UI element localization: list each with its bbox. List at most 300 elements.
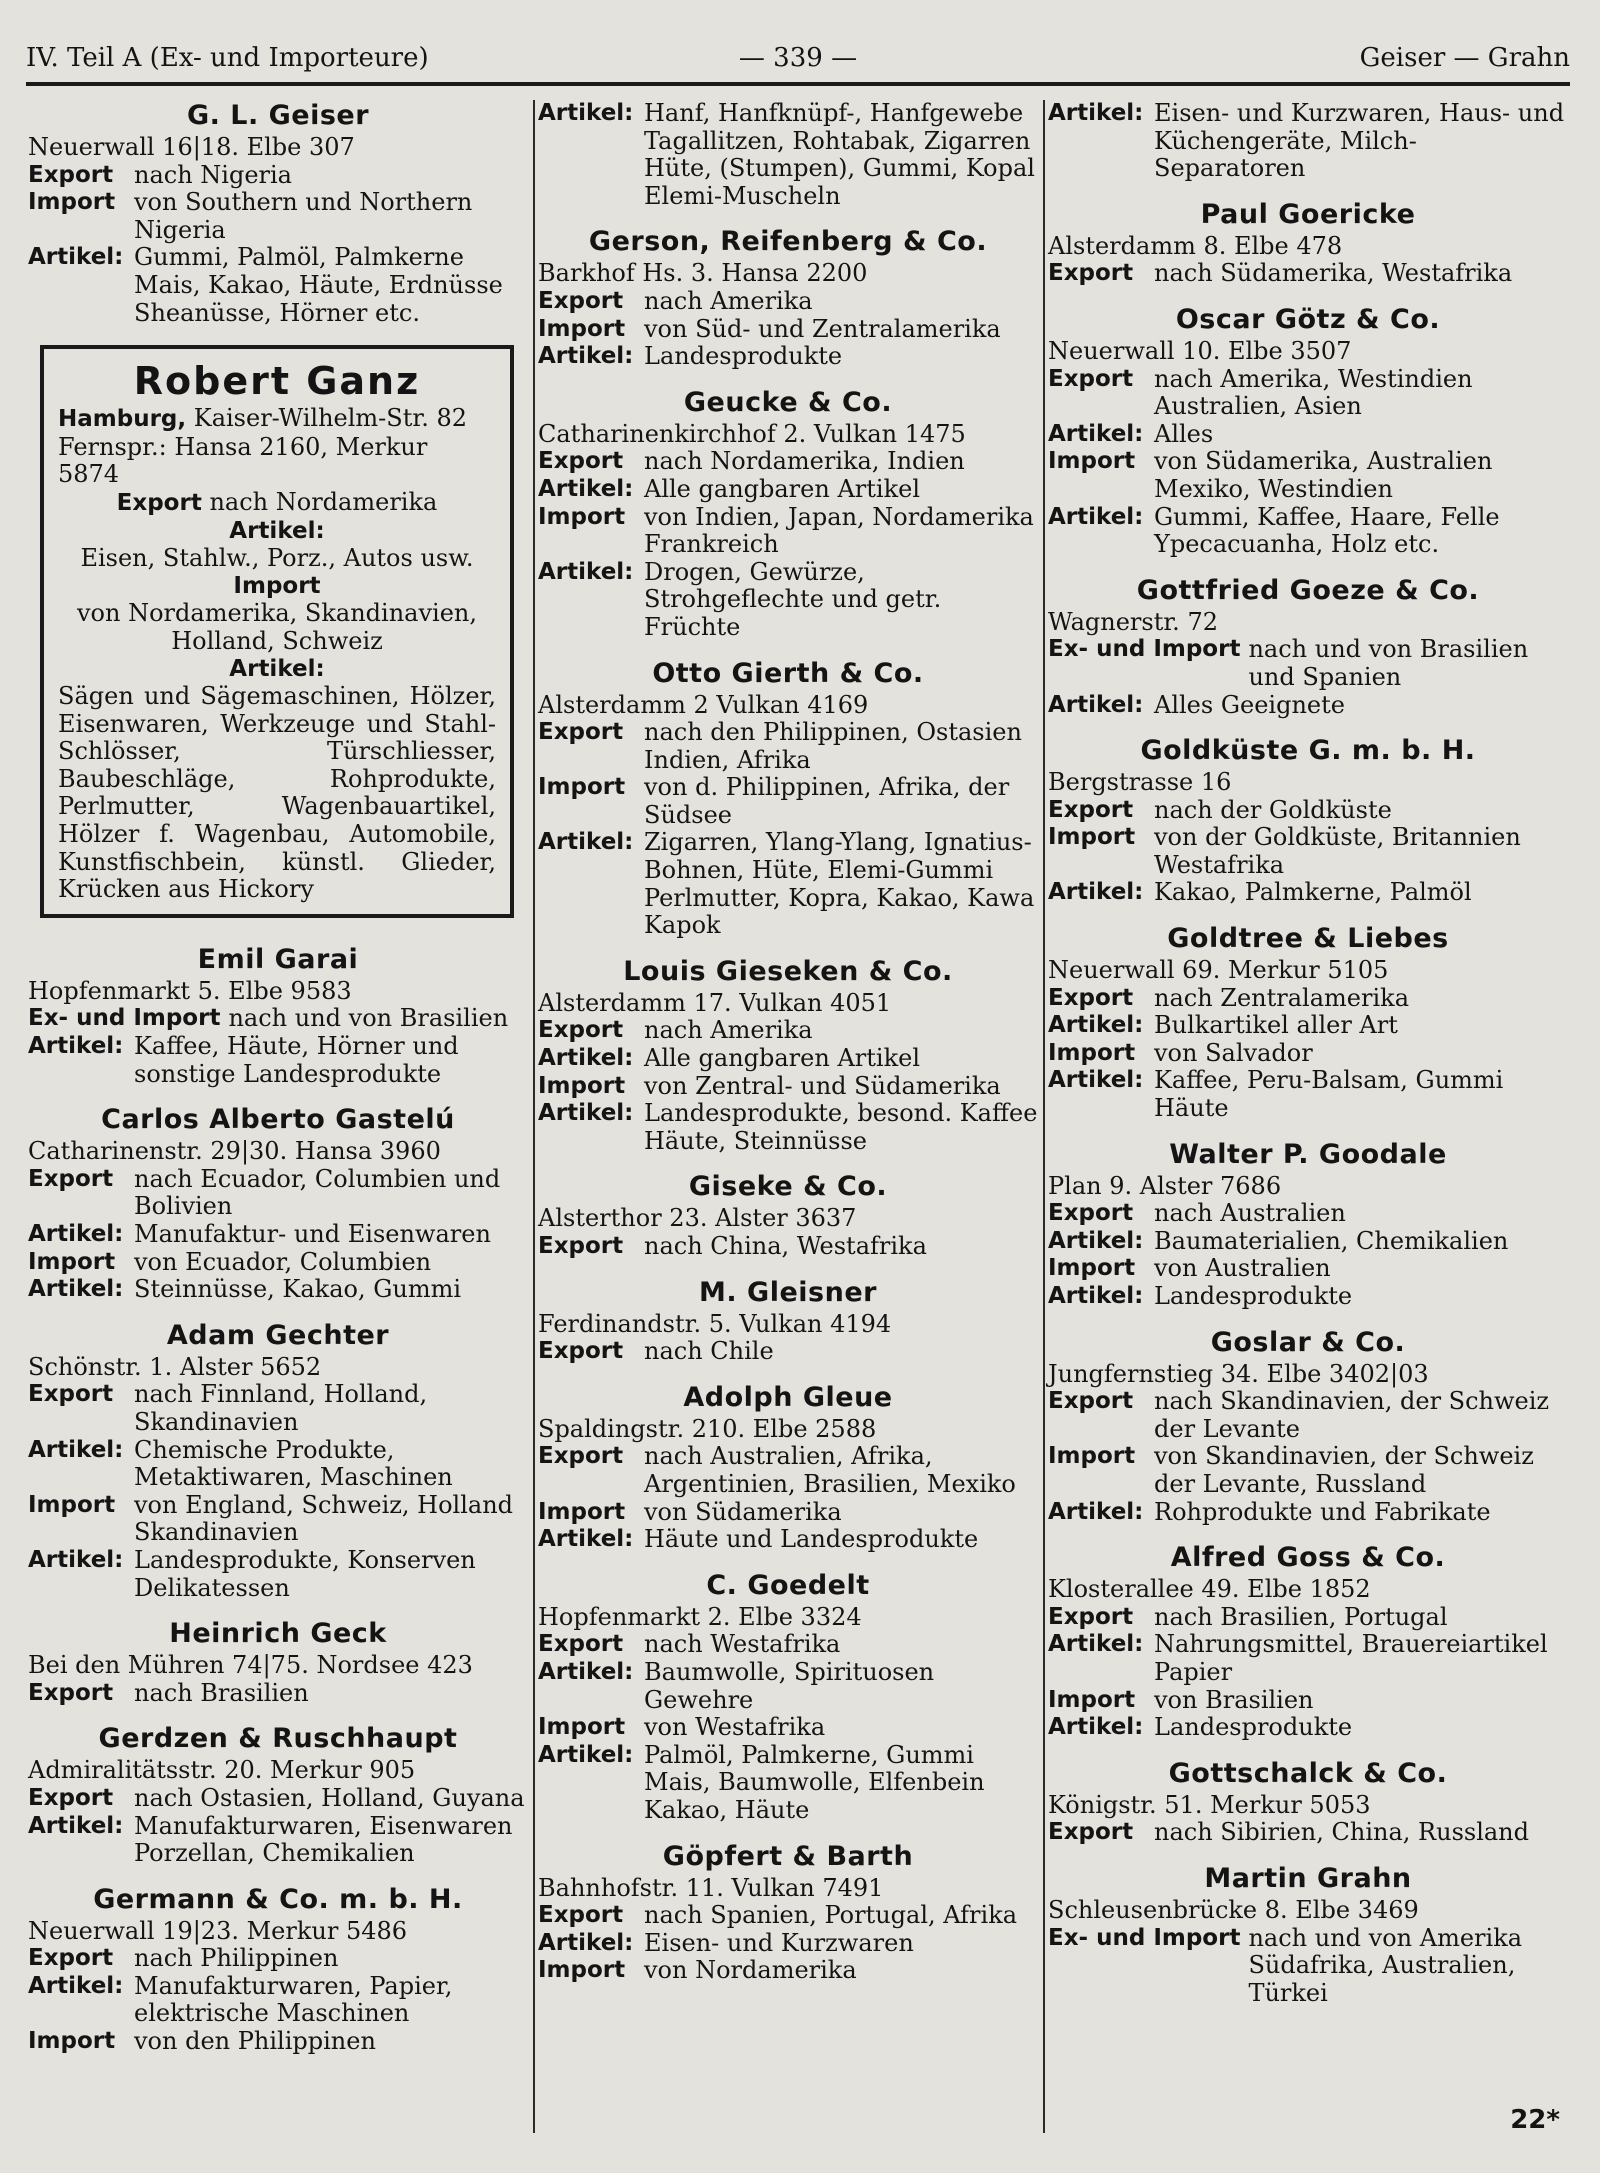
trade-detail: nach Finnland, Holland, Skandinavien <box>134 1380 428 1436</box>
artikel-label: Artikel: <box>538 1929 634 1956</box>
firm-address: Klosterallee 49. Elbe 1852 <box>1048 1575 1371 1604</box>
artikel-label: Artikel: <box>1048 503 1144 530</box>
advertisement-box <box>40 345 514 918</box>
artikel-label: Artikel: <box>1048 1067 1144 1094</box>
firm-entry <box>538 1171 1038 1260</box>
trade-line <box>28 1813 528 1868</box>
firm-name: C. Goedelt <box>706 1569 870 1601</box>
import-label: Import <box>538 503 626 530</box>
trade-detail: Alle gangbaren Artikel <box>644 474 920 503</box>
import-label: Import <box>28 189 116 216</box>
artikel-label: Artikel: <box>28 1812 124 1839</box>
trade-detail: Landesprodukte, besond. Kaffee Häute, Steinnüsse <box>644 1099 1038 1155</box>
trade-line <box>28 1973 528 2028</box>
trade-line <box>28 244 528 327</box>
artikel-label: Artikel: <box>1048 1227 1144 1254</box>
trade-line <box>1048 1925 1568 2008</box>
export-label: Export <box>538 1338 624 1365</box>
ad-export-label: Export <box>116 489 202 516</box>
export-label: Export <box>28 1945 114 1972</box>
ex-und-import-label: Ex- und Import <box>1048 636 1241 663</box>
trade-detail: nach Westafrika <box>644 1630 841 1659</box>
ad-artikel-text: Sägen und Sägemaschinen, Hölzer, Eisenwaren, Werkzeuge und Stahl-Schlösser, Türschliesser, Baubeschläge, Rohprodukte, Perlmutter, Wagenbauartikel, Hölzer f. Wagenbau, Automobile, Kunstfischbein, künstl. Glieder, Krücken aus Hickory <box>58 682 496 904</box>
trade-detail: von Salvador <box>1154 1038 1313 1067</box>
import-label: Import <box>538 1714 626 1741</box>
export-label: Export <box>538 1233 624 1259</box>
artikel-label: Artikel: <box>538 1100 634 1127</box>
firm-entry <box>1048 735 1568 907</box>
trade-line <box>538 1338 1038 1366</box>
trade-line <box>28 1437 528 1492</box>
trade-detail: nach und von Brasilien und Spanien <box>1248 635 1529 691</box>
import-label: Import <box>1048 1039 1136 1066</box>
trade-line <box>1048 448 1568 503</box>
trade-detail: nach Amerika <box>644 1016 813 1045</box>
artikel-label: Artikel: <box>538 100 634 126</box>
trade-line <box>1048 1687 1568 1715</box>
firm-entry <box>28 1104 528 1304</box>
artikel-label: Artikel: <box>1048 1012 1144 1039</box>
artikel-label: Artikel: <box>538 343 634 370</box>
trade-detail: Landesprodukte <box>644 342 843 371</box>
artikel-label: Artikel: <box>28 1436 124 1463</box>
trade-detail: nach Australien, Afrika, Argentinien, Brasilien, Mexiko <box>644 1442 1016 1498</box>
trade-detail: von Zentral- und Südamerika <box>644 1071 1001 1100</box>
artikel-label: Artikel: <box>28 1546 124 1573</box>
trade-line <box>28 1221 528 1249</box>
firm-name: Adolph Gleue <box>683 1381 893 1413</box>
firm-address: Barkhof Hs. 3. Hansa 2200 <box>538 259 868 288</box>
export-label: Export <box>538 287 624 314</box>
artikel-label: Artikel: <box>1048 420 1144 447</box>
export-label: Export <box>1048 796 1134 823</box>
firm-name: Martin Grahn <box>1204 1862 1412 1894</box>
trade-detail: nach Sibirien, China, Russland <box>1154 1818 1529 1847</box>
firm-entry <box>1048 923 1568 1123</box>
artikel-label: Artikel: <box>538 1658 634 1685</box>
trade-detail: Eisen- und Kurzwaren <box>644 1928 914 1957</box>
firm-name: Gerson, Reifenberg & Co. <box>588 226 988 258</box>
trade-detail: Baumwolle, Spirituosen Gewehre <box>644 1657 935 1714</box>
trade-detail: nach Chile <box>644 1337 774 1366</box>
ad-import-label: Import <box>233 572 321 599</box>
trade-detail: nach Brasilien <box>134 1678 309 1707</box>
trade-line <box>1048 1499 1568 1527</box>
ad-import-text: von Nordamerika, Skandinavien, Holland, Schweiz <box>77 599 477 655</box>
firm-address: Spaldingstr. 210. Elbe 2588 <box>538 1414 877 1443</box>
trade-line <box>1048 879 1568 907</box>
export-label: Export <box>1048 260 1134 287</box>
trade-detail: Kakao, Palmkerne, Palmöl <box>1154 878 1472 907</box>
trade-line <box>1048 824 1568 879</box>
firm-entry <box>28 1618 528 1707</box>
export-label: Export <box>28 1679 114 1706</box>
trade-detail: nach Südamerika, Westafrika <box>1154 259 1513 288</box>
trade-line <box>28 162 528 190</box>
ad-export-text: nach Nordamerika <box>209 487 438 516</box>
import-label: Import <box>1048 824 1136 851</box>
import-label: Import <box>538 1498 626 1525</box>
export-label: Export <box>538 1631 624 1658</box>
export-label: Export <box>1048 1200 1134 1227</box>
firm-name: Oscar Götz & Co. <box>1175 303 1441 335</box>
trade-line <box>1048 1228 1568 1256</box>
trade-detail: von Skandinavien, der Schweiz der Levante, Russland <box>1154 1442 1534 1498</box>
export-label: Export <box>538 1902 624 1929</box>
trade-line <box>28 1680 528 1708</box>
column-3 <box>1048 100 1568 2133</box>
column-2 <box>538 100 1038 2133</box>
trade-line <box>1048 636 1568 691</box>
trade-line <box>1048 1443 1568 1498</box>
artikel-label: Artikel: <box>1048 691 1144 718</box>
trade-line <box>538 476 1038 504</box>
artikel-label: Artikel: <box>1048 1714 1144 1741</box>
trade-line <box>1048 260 1568 288</box>
trade-detail: Gummi, Kaffee, Haare, Felle Ypecacuanha, Holz etc. <box>1154 502 1500 559</box>
trade-line <box>28 1033 528 1088</box>
firm-name: Gerdzen & Ruschhaupt <box>98 1723 458 1755</box>
export-label: Export <box>28 1784 114 1811</box>
ad-export <box>58 489 496 518</box>
trade-detail: Hanf, Hanfknüpf-, Hanfgewebe Tagallitzen, Rohtabak, Zigarren Hüte, (Stumpen), Gummi, Kopal Elemi-Muscheln <box>644 99 1035 210</box>
firm-name: Goslar & Co. <box>1210 1326 1406 1358</box>
trade-line <box>1048 1067 1568 1122</box>
trade-detail: Landesprodukte, Konserven Delikatessen <box>134 1545 476 1602</box>
trade-detail: von Südamerika <box>644 1497 842 1526</box>
firm-address: Schleusenbrücke 8. Elbe 3469 <box>1048 1895 1419 1924</box>
trade-line <box>538 1017 1038 1045</box>
trade-detail: Landesprodukte <box>1154 1713 1353 1742</box>
export-label: Export <box>538 448 624 475</box>
firm-entry <box>28 1723 528 1867</box>
column-divider <box>1043 100 1045 2133</box>
firm-name: Göpfert & Barth <box>662 1840 914 1872</box>
trade-detail: nach Ecuador, Columbien und Bolivien <box>134 1164 501 1221</box>
firm-entry <box>538 956 1038 1156</box>
firm-address: Neuerwall 69. Merkur 5105 <box>1048 956 1389 985</box>
trade-detail: von Ecuador, Columbien <box>134 1247 432 1276</box>
ad-address <box>58 405 496 434</box>
firm-address: Alsterdamm 17. Vulkan 4051 <box>538 988 892 1017</box>
trade-line <box>538 719 1038 774</box>
import-label: Import <box>28 1248 116 1275</box>
ad-artikel-text: Eisen, Stahlw., Porz., Autos usw. <box>80 544 474 573</box>
trade-line <box>538 1100 1038 1155</box>
trade-detail: Steinnüsse, Kakao, Gummi <box>134 1275 462 1304</box>
trade-detail: Chemische Produkte, Metaktiwaren, Maschinen <box>134 1435 453 1492</box>
trade-detail: Kaffee, Häute, Hörner und sonstige Landesprodukte <box>134 1032 459 1088</box>
trade-line <box>538 1499 1038 1527</box>
import-label: Import <box>1048 1686 1136 1713</box>
firm-entry <box>1048 1758 1568 1847</box>
trade-detail: nach Philippinen <box>134 1944 339 1973</box>
firm-name: Giseke & Co. <box>688 1171 888 1203</box>
firm-entry <box>28 944 528 1088</box>
firm-address: Alsterthor 23. Alster 3637 <box>538 1204 857 1233</box>
trade-detail: nach und von Amerika Südafrika, Australien, Türkei <box>1248 1923 1523 2007</box>
column-divider <box>533 100 535 2133</box>
trade-detail: Manufakturwaren, Papier, elektrische Maschinen <box>134 1971 453 2028</box>
trade-line <box>538 1631 1038 1659</box>
trade-detail: nach Skandinavien, der Schweiz der Levante <box>1154 1387 1550 1443</box>
trade-line <box>1048 797 1568 825</box>
trade-line <box>1048 1040 1568 1068</box>
artikel-label: Artikel: <box>1048 1283 1144 1309</box>
trade-detail: Eisen- und Kurzwaren, Haus- und Küchengeräte, Milch-Separatoren <box>1154 99 1565 183</box>
firm-name: Louis Gieseken & Co. <box>623 955 953 987</box>
firm-address: Schönstr. 1. Alster 5652 <box>28 1352 322 1381</box>
firm-name: Paul Goericke <box>1200 198 1416 230</box>
trade-line <box>1048 1604 1568 1632</box>
firm-name: Germann & Co. m. b. H. <box>93 1883 463 1915</box>
trade-line <box>28 1276 528 1304</box>
firm-entry <box>1048 199 1568 288</box>
firm-address: Wagnerstr. 72 <box>1048 607 1218 636</box>
export-label: Export <box>538 719 624 746</box>
trade-line <box>28 1945 528 1973</box>
firm-name: Walter P. Goodale <box>1169 1138 1447 1170</box>
artikel-label: Artikel: <box>28 1972 124 1999</box>
firm-name: G. L. Geiser <box>186 100 370 131</box>
trade-line <box>538 343 1038 371</box>
import-label: Import <box>538 1072 626 1099</box>
firm-address: Hopfenmarkt 2. Elbe 3324 <box>538 1602 862 1631</box>
firm-address: Königstr. 51. Merkur 5053 <box>1048 1790 1371 1819</box>
trade-line <box>538 1659 1038 1714</box>
trade-detail: nach Ostasien, Holland, Guyana <box>134 1783 525 1812</box>
trade-line <box>538 1902 1038 1930</box>
trade-detail: von Süd- und Zentralamerika <box>644 314 1001 343</box>
firm-name: Goldtree & Liebes <box>1167 923 1449 955</box>
trade-detail: Nahrungsmittel, Brauereiartikel Papier <box>1154 1630 1548 1686</box>
trade-detail: von Southern und Northern Nigeria <box>134 188 473 244</box>
firm-address: Admiralitätsstr. 20. Merkur 905 <box>28 1756 416 1785</box>
trade-line <box>538 1526 1038 1554</box>
trade-line <box>28 1249 528 1277</box>
firm-entry <box>1048 1542 1568 1742</box>
firm-address: Plan 9. Alster 7686 <box>1048 1171 1282 1200</box>
trade-detail: von England, Schweiz, Holland Skandinavien <box>134 1490 514 1547</box>
trade-detail: nach Nigeria <box>134 160 292 189</box>
trade-detail: von d. Philippinen, Afrika, der Südsee <box>644 773 1010 829</box>
trade-detail: von Südamerika, Australien Mexiko, Westindien <box>1154 447 1493 503</box>
trade-line <box>538 1714 1038 1742</box>
trade-line <box>1048 1255 1568 1283</box>
trade-detail: nach Spanien, Portugal, Afrika <box>644 1901 1018 1930</box>
trade-line <box>28 2028 528 2056</box>
firm-name: Gottschalck & Co. <box>1168 1757 1448 1789</box>
export-label: Export <box>28 1381 114 1408</box>
trade-line <box>1048 985 1568 1013</box>
firm-entry <box>28 1884 528 2056</box>
ad-city: Hamburg, <box>58 406 187 433</box>
export-label: Export <box>1048 1819 1134 1846</box>
trade-detail: Bulkartikel aller Art <box>1154 1011 1398 1040</box>
trade-detail: Alle gangbaren Artikel <box>644 1044 920 1073</box>
trade-line <box>538 1742 1038 1825</box>
import-label: Import <box>1048 1255 1136 1282</box>
firm-address: Neuerwall 19|23. Merkur 5486 <box>28 1916 408 1945</box>
firm-address: Neuerwall 10. Elbe 3507 <box>1048 336 1352 365</box>
export-label: Export <box>28 161 114 188</box>
firm-name: Alfred Goss & Co. <box>1170 1542 1446 1574</box>
trade-line <box>538 1957 1038 1985</box>
trade-detail: nach Amerika, Westindien Australien, Asien <box>1154 364 1473 421</box>
trade-detail: von der Goldküste, Britannien Westafrika <box>1154 823 1521 879</box>
trade-detail: von Westafrika <box>644 1713 826 1742</box>
trade-line <box>1048 1631 1568 1686</box>
firm-entry <box>1048 304 1568 559</box>
trade-detail: Zigarren, Ylang-Ylang, Ignatius-Bohnen, Hüte, Elemi-Gummi Perlmutter, Kopra, Kakao, Kawa Kapok <box>644 828 1035 940</box>
trade-detail: Kaffee, Peru-Balsam, Gummi Häute <box>1154 1066 1504 1123</box>
trade-line <box>1048 504 1568 559</box>
import-label: Import <box>1048 448 1136 475</box>
trade-line <box>538 559 1038 642</box>
firm-entry <box>1048 1863 1568 2007</box>
trade-detail: nach den Philippinen, Ostasien Indien, Afrika <box>644 718 1022 774</box>
artikel-label: Artikel: <box>538 1526 634 1553</box>
export-label: Export <box>538 1443 624 1470</box>
ad-street: Kaiser-Wilhelm-Str. 82 <box>193 404 467 433</box>
firm-address: Hopfenmarkt 5. Elbe 9583 <box>28 976 352 1005</box>
firm-name: Geucke & Co. <box>683 386 893 418</box>
firm-address: Alsterdamm 8. Elbe 478 <box>1048 231 1343 260</box>
running-header <box>26 36 1570 80</box>
ad-title: Robert Ganz <box>133 359 421 404</box>
artikel-label: Artikel: <box>1048 1631 1144 1658</box>
firm-entry <box>1048 1139 1568 1311</box>
artikel-label: Artikel: <box>538 1045 634 1072</box>
export-label: Export <box>538 1017 624 1044</box>
trade-line <box>538 1073 1038 1101</box>
import-label: Import <box>1048 1443 1136 1470</box>
artikel-label: Artikel: <box>538 1741 634 1768</box>
firm-name: Carlos Alberto Gastelú <box>101 1104 455 1136</box>
firm-entry <box>28 100 528 327</box>
trade-detail: Manufakturwaren, Eisenwaren Porzellan, Chemikalien <box>134 1811 513 1868</box>
ex-und-import-label: Ex- und Import <box>1048 1924 1241 1951</box>
trade-detail: von Brasilien <box>1154 1685 1314 1714</box>
trade-line <box>1048 100 1568 183</box>
trade-detail: von Nordamerika <box>644 1956 857 1985</box>
trade-detail: nach Nordamerika, Indien <box>644 447 965 476</box>
trade-line <box>538 288 1038 316</box>
firm-address: Bahnhofstr. 11. Vulkan 7491 <box>538 1873 884 1902</box>
artikel-label: Artikel: <box>28 1033 124 1060</box>
export-label: Export <box>28 1165 114 1192</box>
import-label: Import <box>538 774 626 801</box>
import-label: Import <box>28 1491 116 1518</box>
trade-line <box>538 1233 1038 1261</box>
firm-entry <box>538 100 1038 210</box>
artikel-label: Artikel: <box>538 829 634 856</box>
trade-detail: von Indien, Japan, Nordamerika Frankreich <box>644 502 1034 559</box>
trade-line <box>538 774 1038 829</box>
firm-entry <box>1048 1327 1568 1527</box>
artikel-label: Artikel: <box>1048 1498 1144 1525</box>
artikel-label: Artikel: <box>538 475 634 502</box>
export-label: Export <box>1048 1603 1134 1630</box>
trade-detail: Baumaterialien, Chemikalien <box>1154 1226 1509 1255</box>
firm-name: Gottfried Goeze & Co. <box>1136 574 1480 606</box>
export-label: Export <box>1048 984 1134 1011</box>
import-label: Import <box>538 1957 626 1984</box>
ad-phone: Fernspr.: Hansa 2160, Merkur 5874 <box>58 432 428 489</box>
trade-line <box>1048 366 1568 421</box>
trade-detail: Landesprodukte <box>1154 1282 1353 1310</box>
page-number: — 339 — <box>738 43 858 73</box>
artikel-label: Artikel: <box>538 558 634 585</box>
firm-name: Otto Gierth & Co. <box>652 657 924 689</box>
firm-name: Adam Gechter <box>166 1319 390 1351</box>
trade-line <box>28 189 528 244</box>
firm-entry <box>1048 100 1568 183</box>
firm-address: Catharinenstr. 29|30. Hansa 3960 <box>28 1137 441 1166</box>
header-rule <box>26 82 1570 86</box>
trade-detail: Manufaktur- und Eisenwaren <box>134 1220 491 1248</box>
artikel-label: Artikel: <box>28 1276 124 1303</box>
trade-detail: von den Philippinen <box>134 2027 376 2056</box>
ad-artikel-label: Artikel: <box>229 655 325 682</box>
trade-line <box>1048 1388 1568 1443</box>
firm-entry <box>538 1841 1038 1985</box>
firm-entry <box>538 226 1038 370</box>
trade-line <box>538 316 1038 344</box>
trade-detail: Rohprodukte und Fabrikate <box>1154 1497 1491 1526</box>
trade-line <box>538 1443 1038 1498</box>
trade-detail: nach der Goldküste <box>1154 795 1392 824</box>
export-label: Export <box>1048 1388 1134 1415</box>
firm-entry <box>28 1320 528 1602</box>
trade-line <box>28 1381 528 1436</box>
trade-line <box>28 1166 528 1221</box>
trade-line <box>1048 692 1568 720</box>
section-title: IV. Teil A (Ex- und Importeure) <box>26 43 429 73</box>
ex-und-import-label: Ex- und Import <box>28 1005 221 1032</box>
trade-detail: von Australien <box>1154 1254 1331 1283</box>
firm-entry <box>1048 575 1568 719</box>
column-1 <box>28 100 528 2133</box>
trade-detail: nach Brasilien, Portugal <box>1154 1602 1448 1631</box>
firm-name: Emil Garai <box>197 943 359 975</box>
page-range: Geiser — Grahn <box>1359 43 1570 73</box>
signature-mark: 22* <box>1510 2105 1560 2135</box>
firm-address: Alsterdamm 2 Vulkan 4169 <box>538 690 869 719</box>
trade-detail: nach China, Westafrika <box>644 1232 927 1260</box>
trade-line <box>538 504 1038 559</box>
trade-line <box>28 1492 528 1547</box>
trade-line <box>538 1045 1038 1073</box>
trade-line <box>28 1005 528 1033</box>
trade-line <box>538 100 1038 210</box>
import-label: Import <box>538 315 626 342</box>
firm-address: Jungfernstieg 34. Elbe 3402|03 <box>1048 1359 1429 1388</box>
trade-detail: nach und von Brasilien <box>228 1004 509 1033</box>
trade-line <box>538 829 1038 939</box>
trade-line <box>1048 1012 1568 1040</box>
ad-artikel-label: Artikel: <box>229 517 325 544</box>
trade-line <box>1048 1283 1568 1311</box>
trade-detail: nach Amerika <box>644 286 813 315</box>
trade-line <box>28 1547 528 1602</box>
firm-entry <box>538 658 1038 940</box>
trade-detail: Häute und Landesprodukte <box>644 1525 979 1554</box>
trade-line <box>538 1930 1038 1958</box>
import-label: Import <box>28 2028 116 2055</box>
trade-detail: Alles Geeignete <box>1154 690 1345 719</box>
firm-address: Bergstrasse 16 <box>1048 768 1232 797</box>
